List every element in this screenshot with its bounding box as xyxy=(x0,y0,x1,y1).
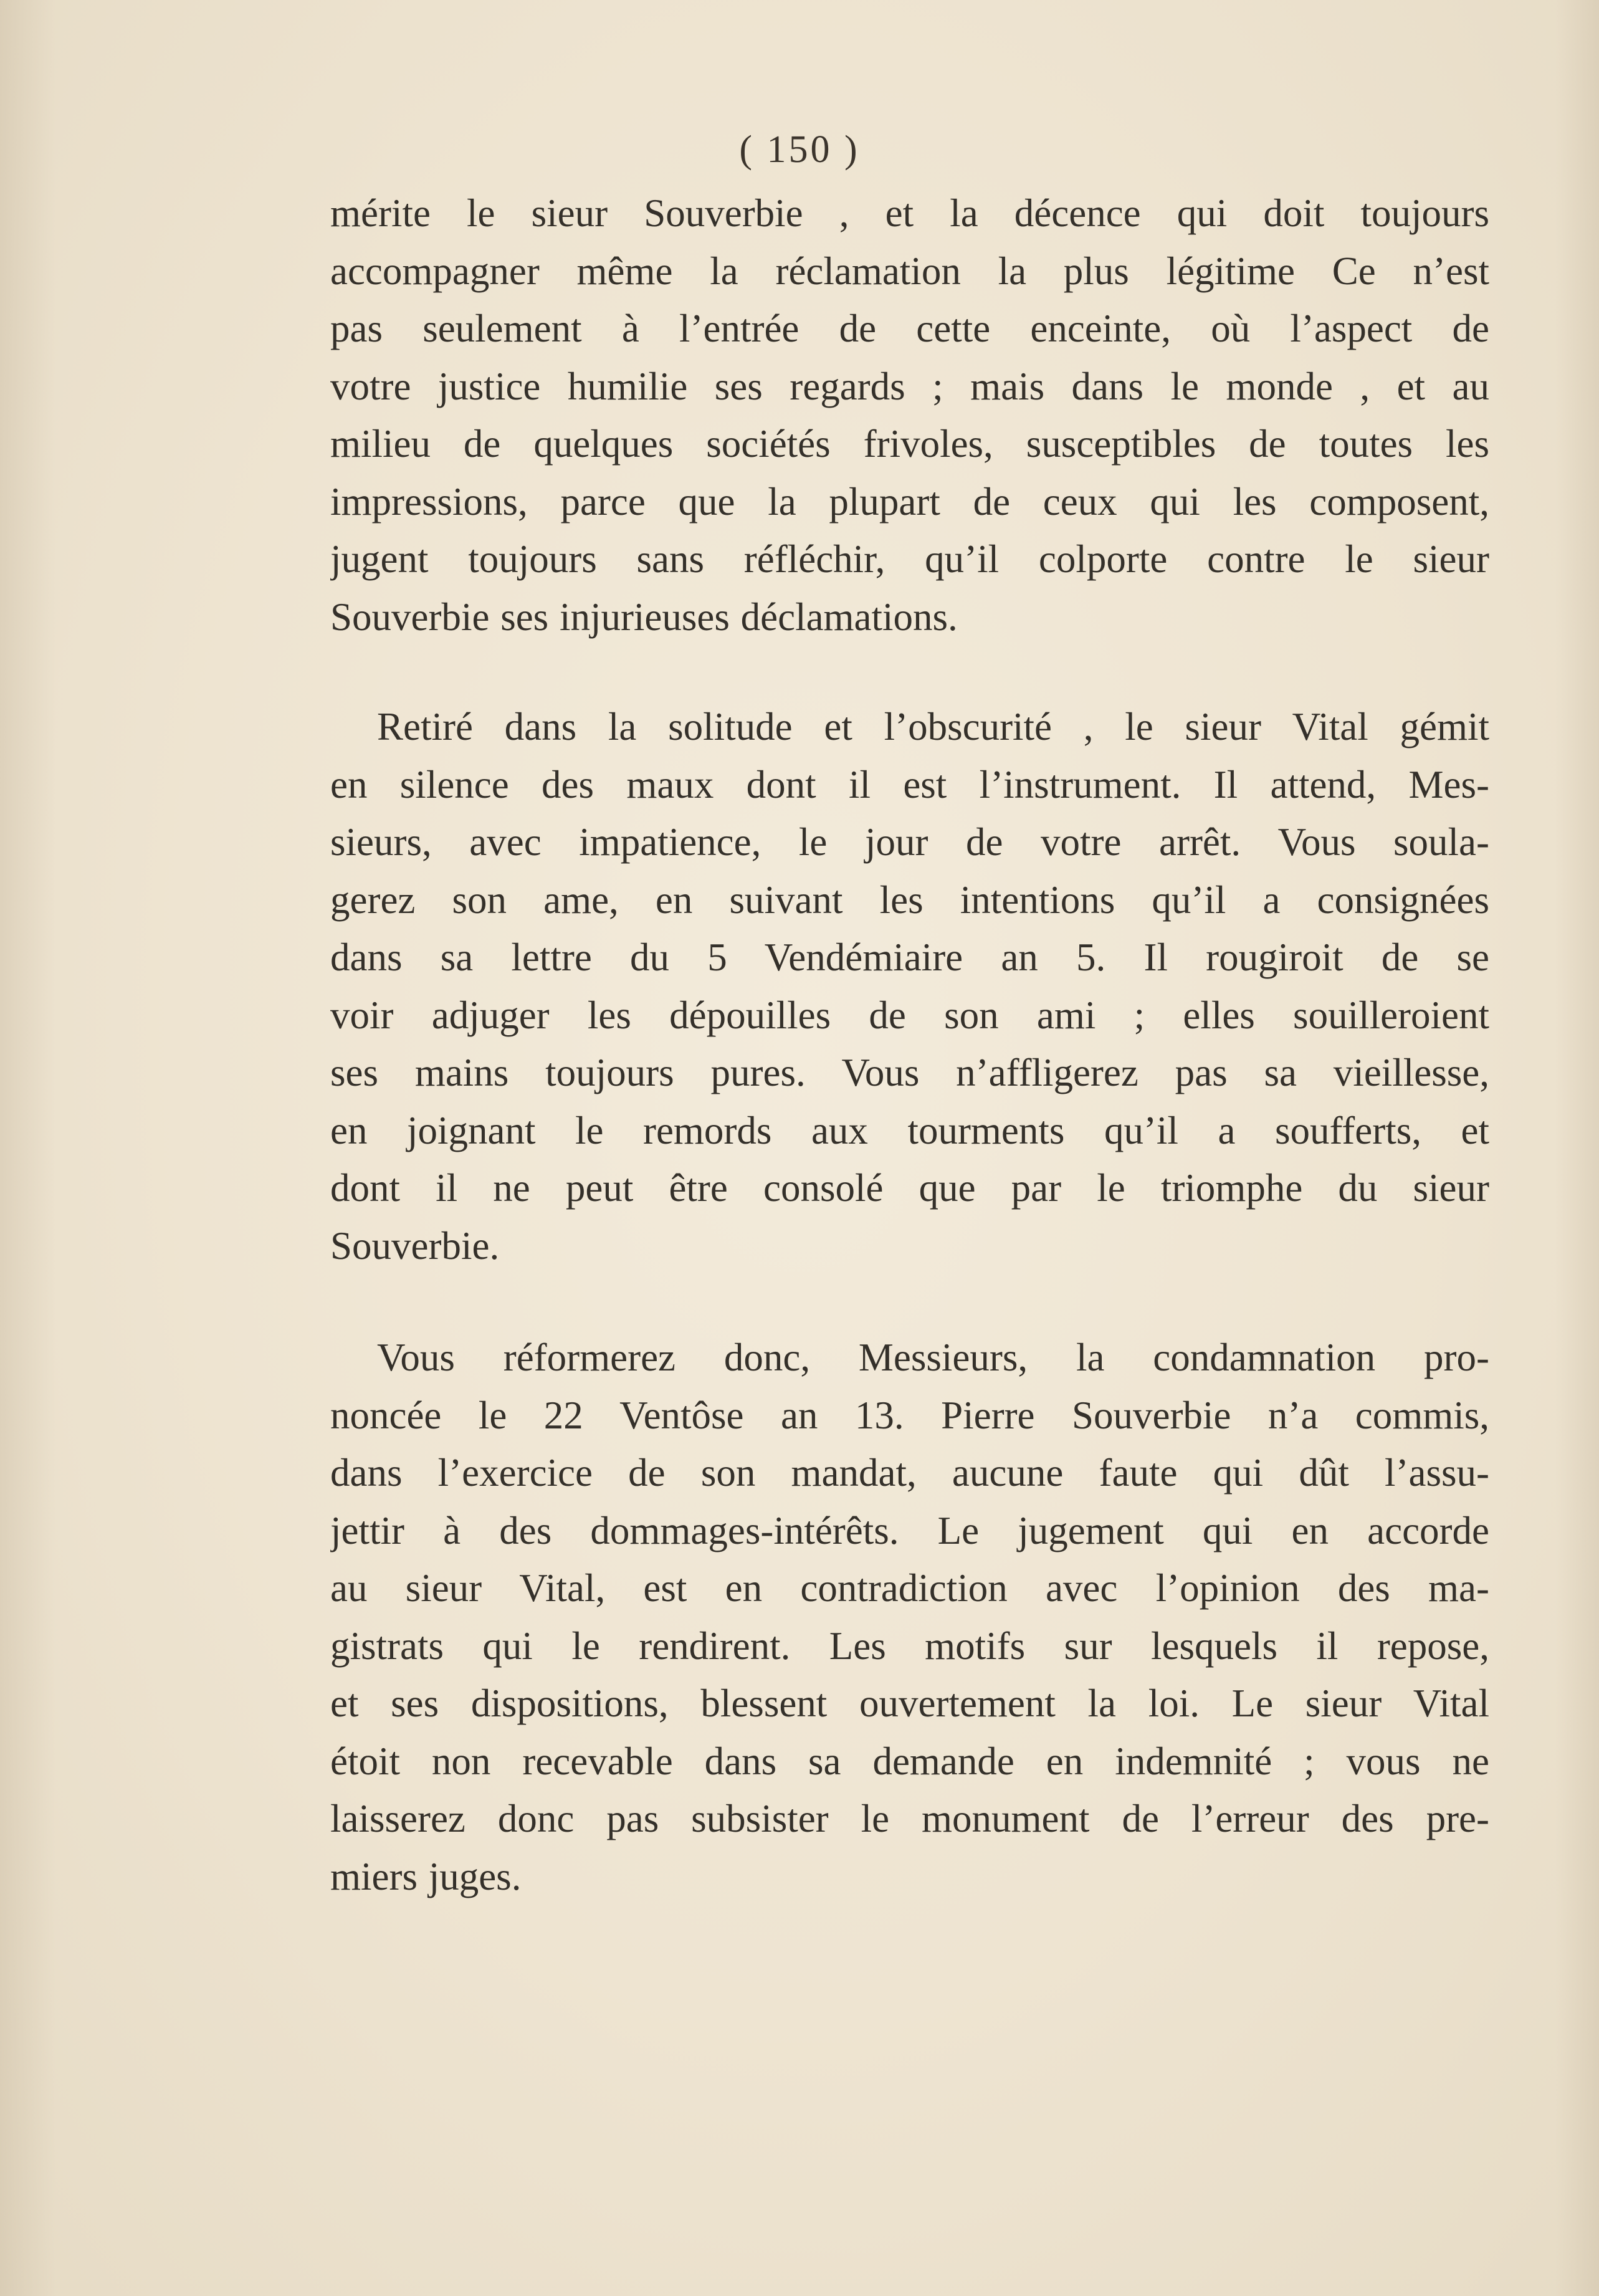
text-line: gistrats qui le rendirent. Les motifs sur lesquels il repose, xyxy=(330,1624,1489,1668)
text-line: votre justice humilie ses regards ; mais dans le monde , et au xyxy=(330,364,1489,408)
text-line: noncée le 22 Ventôse an 13. Pierre Souverbie n’a commis, xyxy=(330,1393,1489,1437)
text-line: milieu de quelques sociétés frivoles, susceptibles de toutes les xyxy=(330,422,1489,466)
text-line: au sieur Vital, est en contradiction avec l’opinion des ma- xyxy=(330,1566,1489,1610)
text-line: Souverbie ses injurieuses déclamations. xyxy=(330,595,958,639)
text-line: Vous réformerez donc, Messieurs, la condamnation pro- xyxy=(377,1336,1489,1379)
text-line: étoit non recevable dans sa demande en indemnité ; vous ne xyxy=(330,1739,1489,1783)
text-line: et ses dispositions, blessent ouvertement la loi. Le sieur Vital xyxy=(330,1681,1489,1725)
page-number: ( 150 ) xyxy=(739,128,860,171)
text-line: sieurs, avec impatience, le jour de votre arrêt. Vous soula- xyxy=(330,820,1489,864)
text-line: dont il ne peut être consolé que par le triomphe du sieur xyxy=(330,1166,1489,1210)
paragraph-3 xyxy=(330,1329,1489,1905)
text-line: ses mains toujours pures. Vous n’affligerez pas sa vieillesse, xyxy=(330,1051,1489,1094)
paragraph-1 xyxy=(330,184,1489,646)
text-line: Retiré dans la solitude et l’obscurité , le sieur Vital gémit xyxy=(377,705,1489,749)
text-line: impressions, parce que la plupart de ceux qui les composent, xyxy=(330,479,1489,524)
text-line: accompagner même la réclamation la plus légitime Ce n’est xyxy=(330,249,1489,293)
text-line: dans sa lettre du 5 Vendémiaire an 5. Il rougiroit de se xyxy=(330,935,1489,979)
paragraph-2 xyxy=(330,698,1489,1275)
text-line: laisserez donc pas subsister le monument de l’erreur des pre- xyxy=(330,1797,1489,1840)
text-line: pas seulement à l’entrée de cette enceinte, où l’aspect de xyxy=(330,307,1489,350)
text-line: dans l’exercice de son mandat, aucune faute qui dût l’assu- xyxy=(330,1451,1489,1495)
text-line: en silence des maux dont il est l’instrument. Il attend, Mes- xyxy=(330,762,1489,806)
text-line: mérite le sieur Souverbie , et la décence qui doit toujours xyxy=(330,191,1489,235)
text-line: gerez son ame, en suivant les intentions qu’il a consignées xyxy=(330,878,1489,922)
text-line: jettir à des dommages-intérêts. Le jugement qui en accorde xyxy=(330,1508,1489,1552)
text-line: miers juges. xyxy=(330,1854,522,1898)
text-line: en joignant le remords aux tourments qu’il a soufferts, et xyxy=(330,1108,1489,1152)
text-line: Souverbie. xyxy=(330,1223,500,1268)
text-line: voir adjuger les dépouilles de son ami ; elles souilleroient xyxy=(330,993,1489,1037)
text-line: jugent toujours sans réfléchir, qu’il colporte contre le sieur xyxy=(330,537,1489,581)
